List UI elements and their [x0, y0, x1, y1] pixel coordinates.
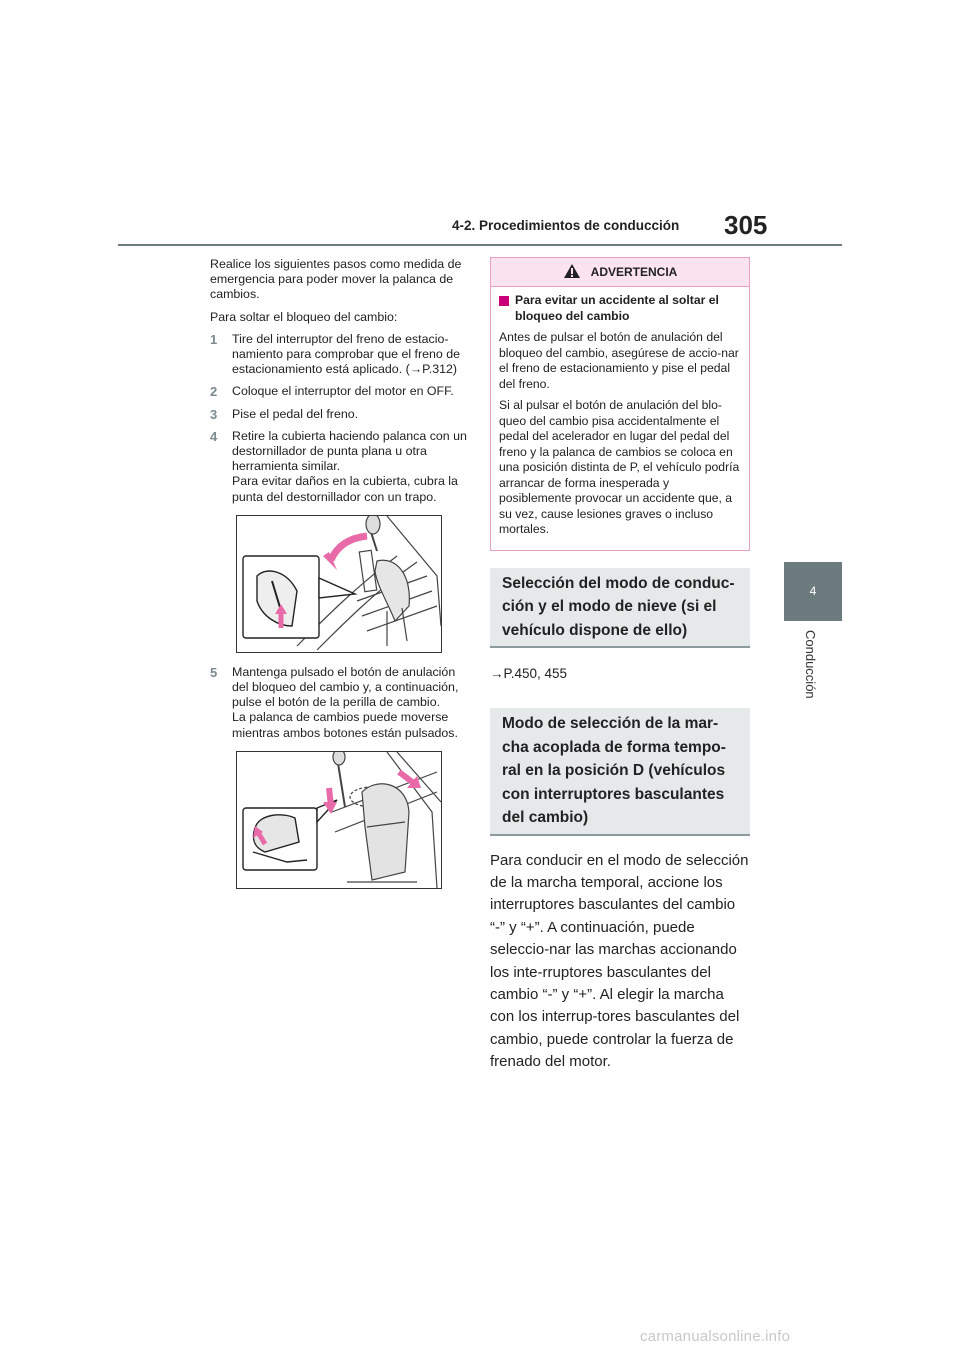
chapter-label-wrap [800, 630, 820, 740]
page-reference[interactable]: →P.450, 455 [490, 666, 568, 681]
figure-remove-cover [236, 515, 442, 653]
step-main: Retire la cubierta haciendo palanca con un destornillador de punta plana u otra herramienta similar. [232, 428, 467, 474]
step-text: Coloque el interruptor del motor en OFF. [232, 384, 454, 399]
warning-box [490, 257, 750, 551]
warning-title: ADVERTENCIA [590, 265, 678, 279]
section-header: 4-2. Procedimientos de conducción [452, 218, 680, 233]
step-number: 4 [210, 428, 218, 444]
left-column [210, 257, 470, 901]
step-3 [210, 407, 470, 422]
step-text: Tire del interruptor del freno de estacio-namiento para comprobar que el freno de estacionamiento está aplicado. (→P.312) [232, 331, 460, 377]
warning-paragraph-1: Antes de pulsar el botón de anulación del bloqueo del cambio, asegúrese de accio-nar el freno de estacionamiento y pise el pedal del freno. [499, 330, 739, 391]
step-text [232, 429, 470, 505]
figure-press-buttons [236, 751, 442, 889]
chapter-label: Conducción [803, 630, 818, 699]
warning-body [491, 287, 749, 550]
warning-triangle-icon [563, 263, 581, 282]
step-1 [210, 332, 470, 378]
release-label: Para soltar el bloqueo del cambio: [210, 309, 398, 324]
step-2 [210, 384, 470, 399]
step-number: 1 [210, 331, 218, 347]
step-4 [210, 429, 470, 505]
header-rule [118, 244, 842, 246]
step-note: La palanca de cambios puede moverse mientras ambos botones están pulsados. [232, 710, 458, 740]
step-5 [210, 665, 470, 741]
footer-watermark: carmanualsonline.info [640, 1328, 791, 1345]
warning-subtitle-row [499, 293, 741, 324]
warning-header [491, 258, 749, 287]
page-number: 305 [724, 210, 768, 240]
chapter-tab[interactable]: 4 [784, 562, 842, 621]
warning-subtitle: Para evitar un accidente al soltar el bloqueo del cambio [515, 293, 719, 323]
section-gear-mode-heading: Modo de selección de la mar-cha acoplada de forma tempo-ral en la posición D (vehículos con interruptores basculantes del cambio) [490, 708, 750, 836]
section-drive-mode-heading: Selección del modo de conduc-ción y el modo de nieve (si el vehículo dispone de ello) [490, 568, 750, 649]
illustration-remove-cover [237, 516, 441, 652]
gear-mode-body: Para conducir en el modo de selección de la marcha temporal, accione los interruptores basculantes del cambio “-” y “+”. A continuación, puede seleccio-nar las marchas accionando los inte-rruptores basculantes del cambio “-” y “+”. Al elegir la marcha con los interrup-tores basculantes del cambio, puede controlar la fuerza de frenado del motor. [490, 851, 749, 1071]
bullet-square-icon [499, 296, 509, 306]
step-number: 2 [210, 384, 218, 400]
warning-paragraph-2: Si al pulsar el botón de anulación del blo-queo del cambio pisa accidentalmente el pedal del acelerador en lugar del pedal del freno y la palanca de cambios se coloca en una posición distinta de P, el vehículo podría arrancar de forma inesperada y posiblemente provocar un accidente que, a su vez, cause lesiones graves o incluso mortales. [499, 398, 740, 536]
step-text: Pise el pedal del freno. [232, 406, 359, 421]
intro-text: Realice los siguientes pasos como medida de emergencia para poder mover la palanca de cambios. [210, 257, 462, 302]
right-column [490, 257, 750, 1074]
step-number: 3 [210, 406, 218, 422]
step-text [232, 665, 470, 741]
illustration-press-buttons [237, 752, 441, 888]
step-main: Mantenga pulsado el botón de anulación del bloqueo del cambio y, a continuación, pulse el botón de la perilla de cambio. [232, 664, 459, 710]
step-number: 5 [210, 664, 218, 680]
step-note: Para evitar daños en la cubierta, cubra la punta del destornillador con un trapo. [232, 474, 458, 504]
